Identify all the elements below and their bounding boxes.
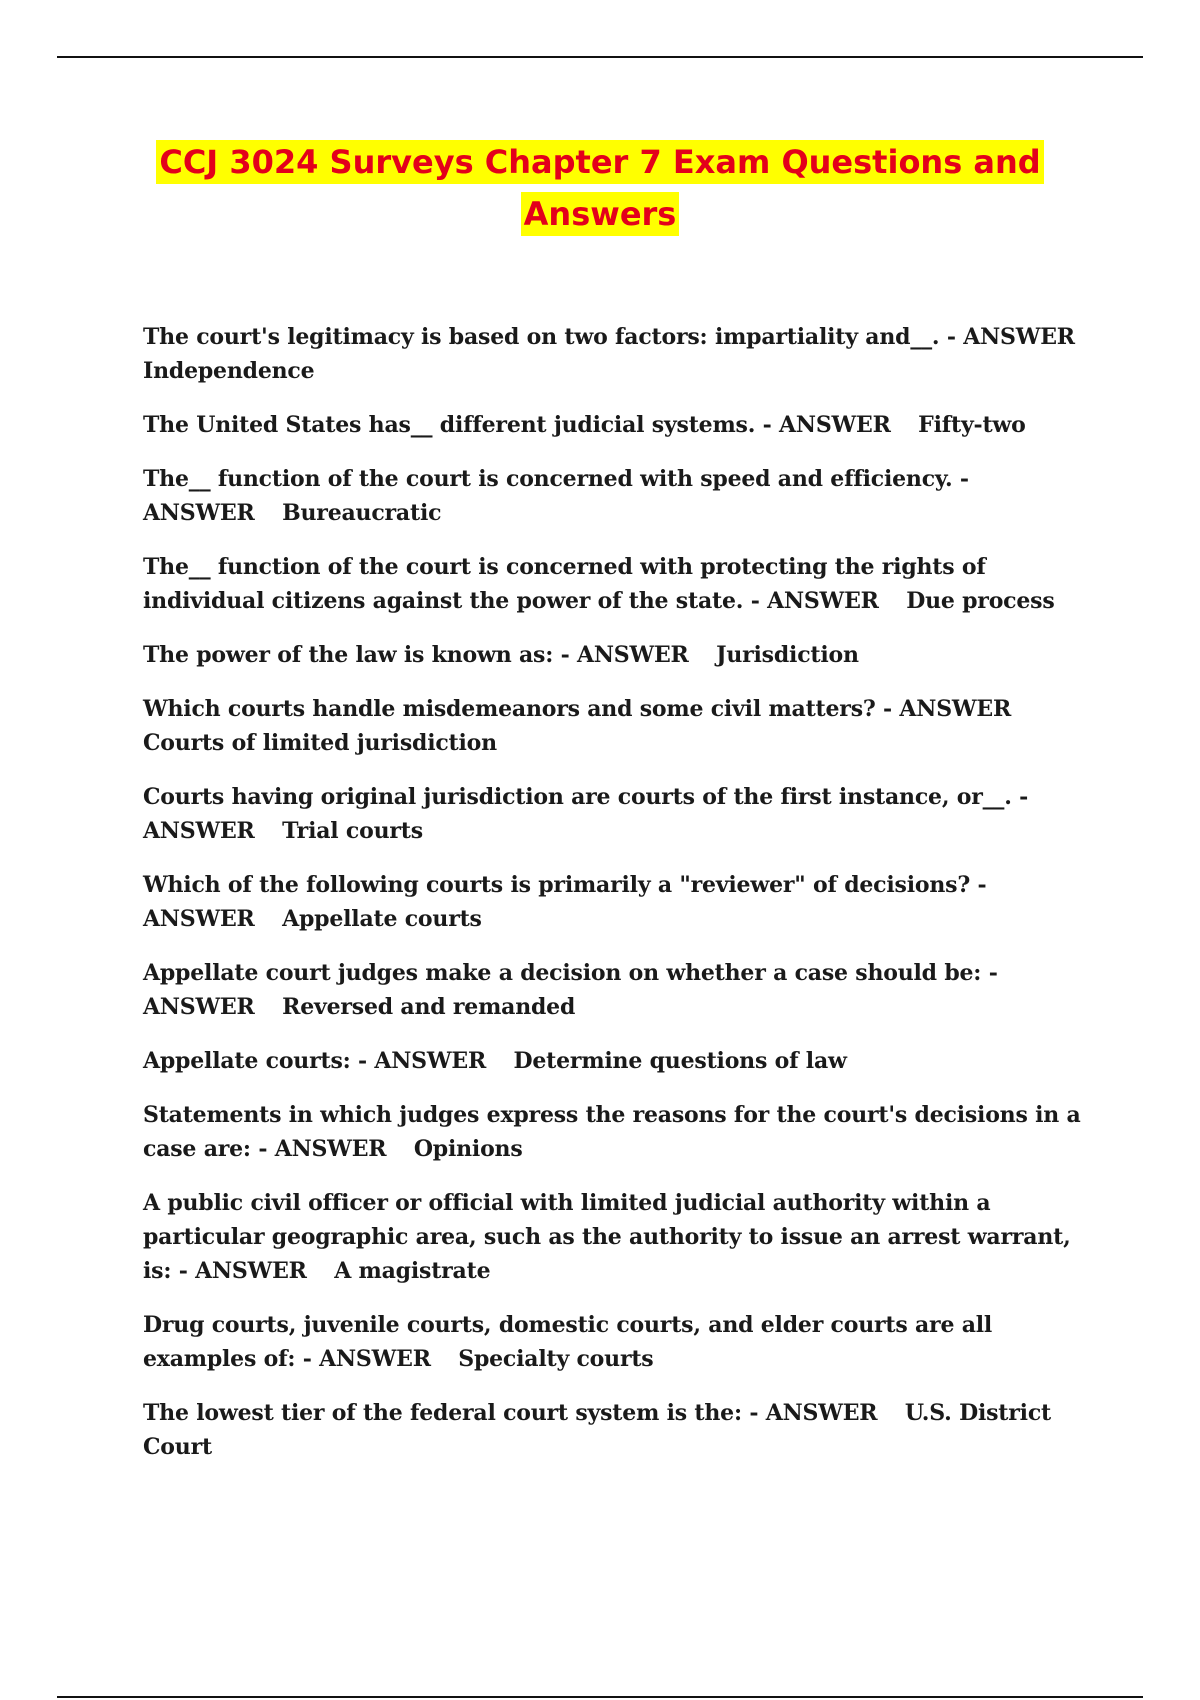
answer-marker: - ANSWER (258, 1136, 387, 1162)
answer-marker: - ANSWER (883, 696, 1012, 722)
qa-item (143, 1098, 1098, 1166)
answer-text: Opinions (413, 1136, 523, 1162)
question-text: Appellate courts: (143, 1048, 351, 1074)
answer-marker: - ANSWER (762, 412, 891, 438)
qa-item (143, 956, 1098, 1024)
qa-item (143, 780, 1098, 848)
answer-marker: - ANSWER (143, 872, 987, 932)
answer-marker: - ANSWER (358, 1048, 487, 1074)
answer-text: Specialty courts (458, 1346, 654, 1372)
qa-list (143, 320, 1098, 1484)
answer-marker: - ANSWER (302, 1346, 431, 1372)
answer-text: Bureaucratic (282, 500, 442, 526)
answer-text: A magistrate (334, 1258, 491, 1284)
qa-item (143, 868, 1098, 936)
question-text: Which courts handle misdemeanors and some civil matters? (143, 696, 876, 722)
answer-marker: - ANSWER (143, 784, 1029, 844)
question-text: Courts having original jurisdiction are courts of the first instance, or__. (143, 784, 1012, 810)
title-line-1: CCJ 3024 Surveys Chapter 7 Exam Questions and (156, 140, 1043, 184)
qa-item (143, 462, 1098, 530)
qa-item (143, 1044, 1098, 1078)
question-text: The__ function of the court is concerned with speed and efficiency. (143, 466, 953, 492)
question-text: The power of the law is known as: (143, 642, 554, 668)
answer-text: Reversed and remanded (282, 994, 576, 1020)
question-text: The court's legitimacy is based on two factors: impartiality and__. (143, 324, 940, 350)
title-line-2: Answers (521, 192, 680, 236)
answer-text: Independence (143, 358, 315, 384)
answer-text: Determine questions of law (513, 1048, 847, 1074)
qa-item (143, 1308, 1098, 1376)
answer-text: Courts of limited jurisdiction (143, 730, 497, 756)
answer-marker: - ANSWER (143, 466, 969, 526)
answer-text: Due process (906, 588, 1055, 614)
header-rule (57, 56, 1143, 58)
qa-item (143, 1396, 1098, 1464)
answer-marker: - ANSWER (946, 324, 1075, 350)
question-text: Appellate court judges make a decision on whether a case should be: (143, 960, 982, 986)
qa-item (143, 692, 1098, 760)
question-text: A public civil officer or official with limited judicial authority within a particular geographic area, such as the authority to issue an arrest warrant, is: (143, 1190, 1071, 1284)
answer-marker: - ANSWER (143, 960, 998, 1020)
answer-marker: - ANSWER (560, 642, 689, 668)
answer-marker: - ANSWER (749, 1400, 878, 1426)
answer-marker: - ANSWER (178, 1258, 307, 1284)
answer-text: Jurisdiction (716, 642, 859, 668)
answer-text: Fifty-two (918, 412, 1026, 438)
question-text: Drug courts, juvenile courts, domestic courts, and elder courts are all examples of: (143, 1312, 993, 1372)
answer-marker: - ANSWER (750, 588, 879, 614)
qa-item (143, 408, 1098, 442)
qa-item (143, 1186, 1098, 1288)
qa-item (143, 550, 1098, 618)
answer-text: U.S. District Court (143, 1400, 1051, 1460)
answer-text: Trial courts (282, 818, 423, 844)
question-text: Statements in which judges express the reasons for the court's decisions in a case are: (143, 1102, 1081, 1162)
qa-item (143, 320, 1098, 388)
footer-rule (57, 1696, 1143, 1698)
question-text: The__ function of the court is concerned with protecting the rights of individual citizens against the power of the state. (143, 554, 986, 614)
document-title (0, 140, 1200, 244)
question-text: The United States has__ different judicial systems. (143, 412, 756, 438)
question-text: Which of the following courts is primarily a "reviewer" of decisions? (143, 872, 971, 898)
question-text: The lowest tier of the federal court system is the: (143, 1400, 742, 1426)
answer-text: Appellate courts (282, 906, 482, 932)
qa-item (143, 638, 1098, 672)
